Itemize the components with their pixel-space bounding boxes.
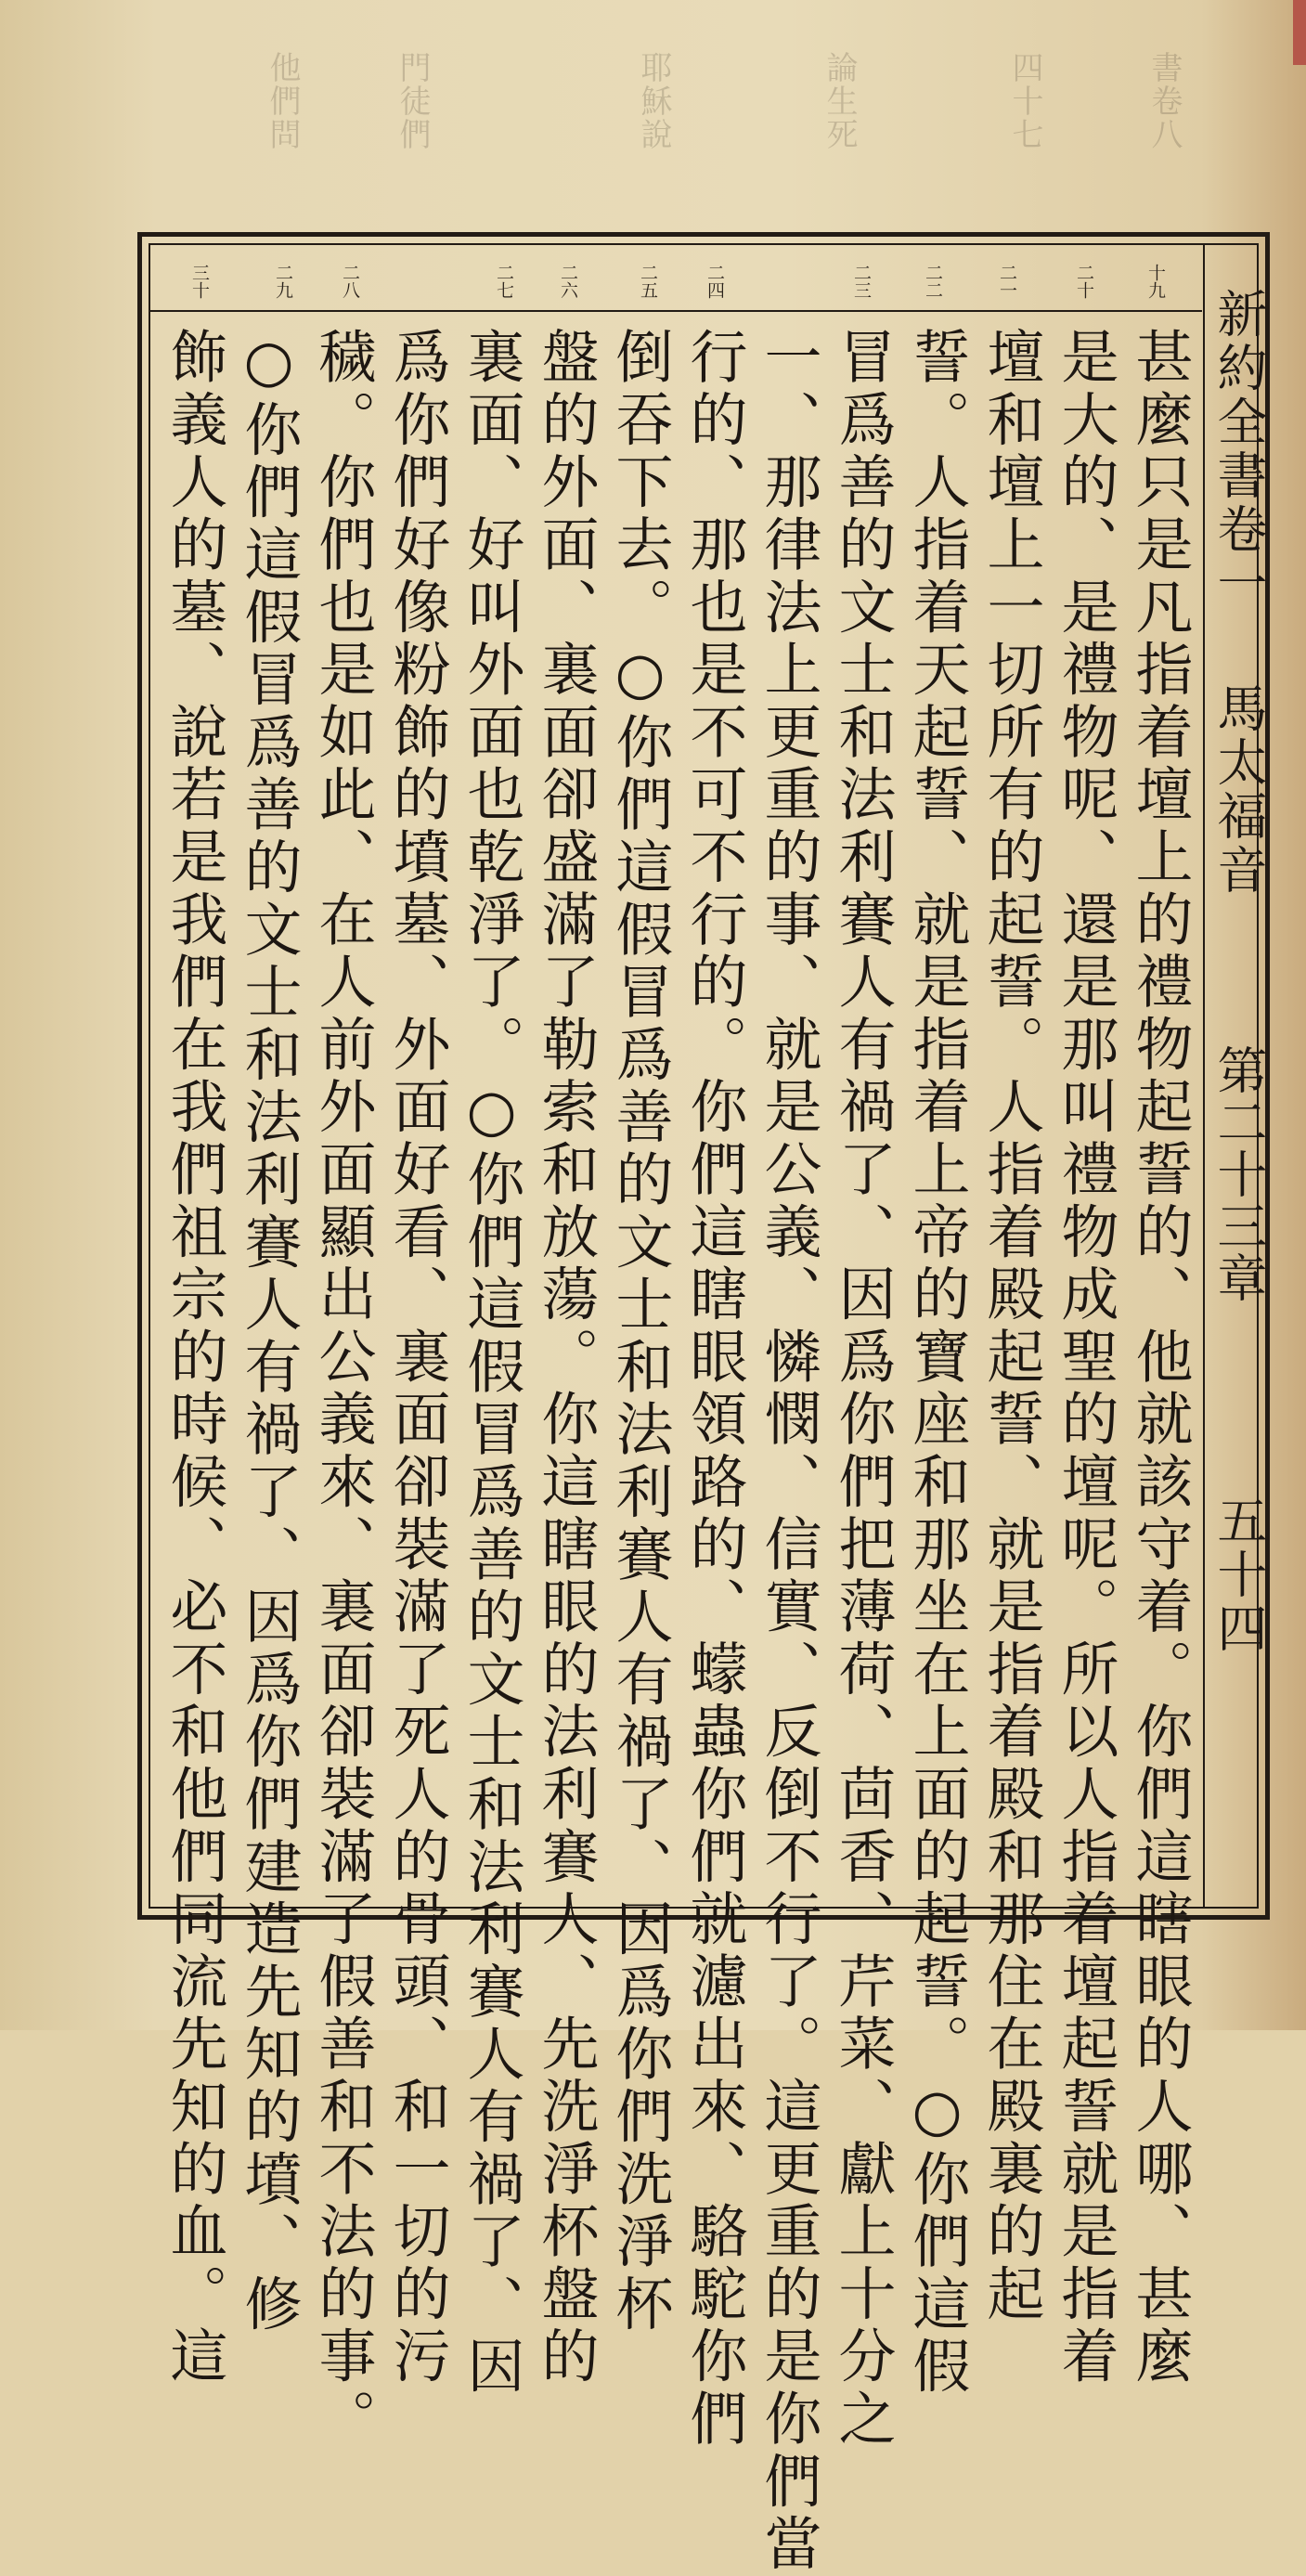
- text-column: 誓。人指着天起誓、就是指着上帝的寶座和那坐在上面的起誓。○你們這假: [903, 327, 971, 2399]
- text-column: 裏面、好叫外面也乾淨了。○你們這假冒爲善的文士和法利賽人有禍了、因: [458, 327, 525, 2399]
- reverse-bleed-text: 書卷八: [1145, 51, 1183, 151]
- reverse-bleed-text: 論生死: [821, 51, 858, 151]
- verse-number: 二二: [923, 264, 943, 299]
- verse-number: 二一: [997, 264, 1017, 299]
- text-column: 爲你們好像粉飾的墳墓、外面好看、裏面卻裝滿了死人的骨頭、和一切的污: [383, 327, 451, 2388]
- running-head-chapter: 第二十三章: [1209, 1044, 1268, 1304]
- text-column: 冒爲善的文士和法利賽人有禍了、因爲你們把薄荷、茴香、芹菜、獻上十分之: [829, 327, 897, 2452]
- text-column: 甚麼只是凡指着壇上的禮物起誓的、他就該守着。你們這瞎眼的人哪、甚麼: [1126, 327, 1194, 2388]
- reverse-bleed-text: 四十七: [1006, 51, 1043, 151]
- text-column: 倒吞下去。○你們這假冒爲善的文士和法利賽人有禍了、因爲你們洗淨杯: [606, 327, 674, 2337]
- verse-number: 二七: [494, 264, 514, 299]
- verse-number: 二十: [1074, 264, 1094, 299]
- reverse-bleed-text: 耶穌說: [635, 51, 672, 151]
- text-column: 一、那律法上更重的事、就是公義、憐憫、信實、反倒不行了。這更重的是你們當: [755, 327, 822, 2576]
- text-column: 穢。你們也是如此、在人前外面顯出公義來、裏面卻裝滿了假善和不法的事。: [309, 327, 377, 2452]
- verse-number: 二八: [340, 264, 360, 299]
- page-edge-stain: [1293, 0, 1306, 65]
- verse-number: 三十: [189, 264, 210, 299]
- verse-number: 二九: [273, 264, 293, 299]
- page-number: 五十四: [1209, 1495, 1268, 1656]
- verse-number: 二五: [638, 264, 658, 299]
- verse-number: 十九: [1145, 264, 1166, 299]
- text-column: 是大的、是禮物呢、還是那叫禮物成聖的壇呢。所以人指着壇起誓就是指着: [1052, 327, 1119, 2388]
- text-column: ○你們這假冒爲善的文士和法利賽人有禍了、因爲你們建造先知的墳、修: [235, 327, 303, 2337]
- reverse-bleed-text: 門徒們: [394, 51, 431, 151]
- running-head-book: 馬太福音: [1209, 682, 1268, 898]
- running-head-title: 新約全書卷一: [1209, 288, 1268, 611]
- text-column: 盤的外面、裏面卻盛滿了勒索和放蕩。你這瞎眼的法利賽人、先洗淨杯盤的: [532, 327, 600, 2388]
- verse-number: 二四: [705, 264, 725, 299]
- verse-number-strip: [150, 245, 1202, 312]
- reverse-bleed-text: 他們問: [264, 51, 301, 151]
- text-column: 行的、那也是不可不行的。你們這瞎眼領路的、蠓蟲你們就濾出來、駱駝你們: [680, 327, 748, 2452]
- verse-number: 二三: [851, 264, 872, 299]
- text-column: 壇和壇上一切所有的起誓。人指着殿起誓、就是指着殿和那住在殿裏的起: [977, 327, 1045, 2326]
- text-column: 飾義人的墓、說若是我們在我們祖宗的時候、必不和他們同流先知的血。這: [161, 327, 228, 2388]
- verse-number: 二六: [558, 264, 578, 299]
